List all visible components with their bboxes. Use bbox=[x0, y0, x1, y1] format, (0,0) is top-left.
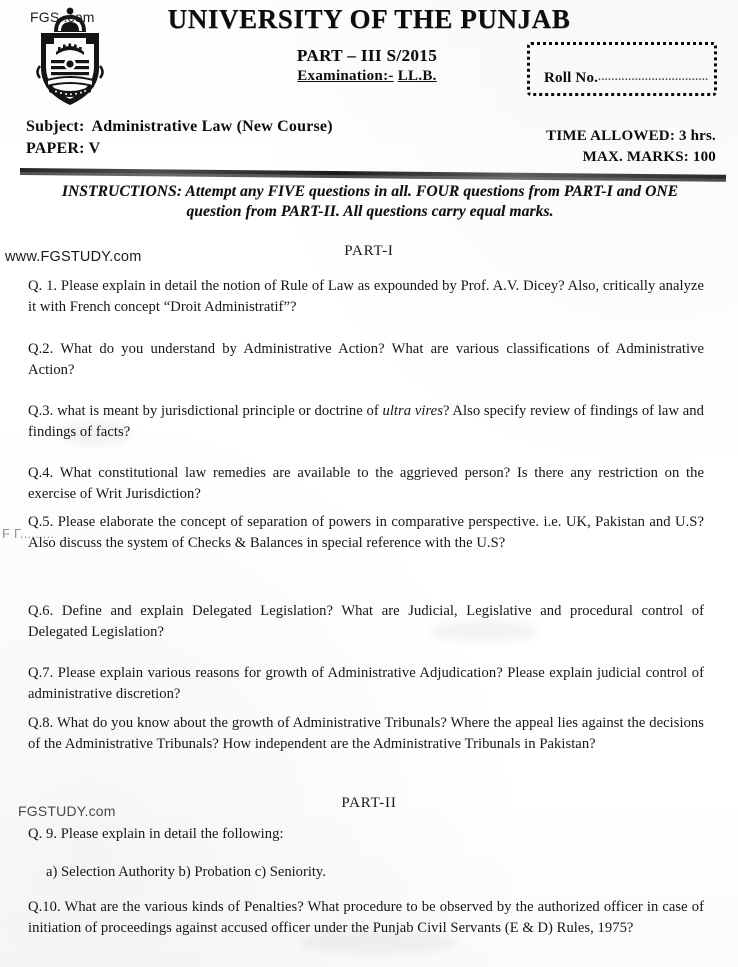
question-7-number: Q.7. bbox=[28, 665, 54, 681]
question-6 bbox=[28, 601, 704, 643]
subject-line bbox=[26, 118, 333, 136]
roll-no-box[interactable] bbox=[527, 42, 717, 96]
examination-value: LL.B. bbox=[397, 68, 437, 84]
roll-no-dots: ................................. bbox=[598, 71, 709, 83]
question-6-number: Q.6. bbox=[28, 603, 54, 619]
question-1 bbox=[28, 276, 704, 318]
question-4-text: What constitutional law remedies are available to the aggrieved person? Is there any restriction on the exercise of Writ Jurisdiction? bbox=[28, 465, 705, 502]
roll-no-label: Roll No. bbox=[544, 70, 599, 86]
question-8 bbox=[28, 713, 704, 755]
question-7-text: Please explain various reasons for growth of Administrative Adjudication? Please explain judicial control of administrative discretion? bbox=[28, 665, 704, 702]
question-3-latin-term: ultra vires bbox=[382, 403, 443, 419]
page-title: UNIVERSITY OF THE PUNJAB bbox=[167, 4, 571, 34]
examination-label: Examination:- bbox=[297, 68, 394, 84]
watermark-bottom: FGSTUDY.com bbox=[18, 803, 116, 819]
roll-no-label-group bbox=[544, 70, 709, 87]
header-divider bbox=[20, 168, 726, 182]
watermark-mid: F Γ......... bbox=[2, 526, 55, 541]
exam-degree-line bbox=[232, 68, 502, 85]
question-6-text: Define and explain Delegated Legislation? What are Judicial, Legislative and procedural control of Delegated Legislation? bbox=[28, 603, 704, 640]
question-9-sub-items: a) Selection Authority b) Probation c) Seniority. bbox=[46, 864, 326, 880]
question-10 bbox=[28, 897, 704, 939]
question-9-number: Q. 9. bbox=[28, 826, 58, 842]
subject-value: Administrative Law (New Course) bbox=[91, 118, 333, 135]
question-5-text: Please elaborate the concept of separation of powers in comparative perspective. i.e. UK, Pakistan and U.S? Also discuss the system of Checks & Balances in special reference with the U.S? bbox=[28, 514, 704, 551]
question-10-number: Q.10. bbox=[28, 899, 61, 915]
watermark-top: FGS .com bbox=[30, 9, 95, 25]
instructions-block bbox=[34, 182, 706, 222]
question-1-text: Please explain in detail the notion of Rule of Law as expounded by Prof. A.V. Dicey? Also, critically analyze it with French concept “Droit Administratif”? bbox=[28, 278, 704, 315]
question-3-text-after: ? Also specify review of findings of law and findings of facts? bbox=[28, 403, 705, 440]
question-5 bbox=[28, 512, 704, 554]
paper-label: PAPER: bbox=[26, 140, 85, 157]
question-2-text: What do you understand by Administrative Action? What are various classifications of Administrative Action? bbox=[28, 341, 704, 378]
question-4-number: Q.4. bbox=[28, 465, 54, 481]
part-1-heading: PART-I bbox=[344, 243, 394, 259]
time-allowed: TIME ALLOWED: 3 hrs. bbox=[546, 128, 716, 144]
question-3 bbox=[28, 401, 704, 443]
question-9-text: Please explain in detail the following: bbox=[60, 826, 284, 842]
exam-part-session: PART – III S/2015 bbox=[296, 46, 438, 65]
watermark-part1: www.FGSTUDY.com bbox=[5, 249, 142, 265]
paper-value: V bbox=[88, 140, 101, 157]
question-8-number: Q.8. bbox=[28, 715, 54, 731]
max-marks: MAX. MARKS: 100 bbox=[582, 149, 716, 165]
question-2 bbox=[28, 339, 704, 381]
question-4 bbox=[28, 463, 704, 505]
part-2-heading: PART-II bbox=[341, 795, 397, 811]
exam-session-block bbox=[232, 46, 502, 85]
paper-line bbox=[26, 140, 100, 158]
instructions-line-2: and ONE question from PART-II. All questions carry equal marks. bbox=[186, 183, 679, 220]
question-10-text: What are the various kinds of Penalties? What procedure to be observed by the authorized officer in case of initiation of proceedings against accused officer under the Punjab Civil Servants (E & D) Rules, 1975? bbox=[28, 899, 705, 936]
question-5-number: Q.5. bbox=[28, 514, 54, 530]
question-9 bbox=[28, 824, 704, 845]
instructions-line-1: INSTRUCTIONS: Attempt any FIVE questions in all. FOUR questions from PART-I bbox=[61, 183, 613, 200]
question-8-text: What do you know about the growth of Administrative Tribunals? Where the appeal lies against the decisions of the Administrative Tribunals? How independent are the Administrative Tribunals in Pakistan? bbox=[28, 715, 704, 752]
question-3-text-before: what is meant by jurisdictional principle or doctrine of bbox=[57, 403, 383, 419]
question-7 bbox=[28, 663, 704, 705]
question-3-number: Q.3. bbox=[28, 403, 54, 419]
question-2-number: Q.2. bbox=[28, 341, 54, 357]
question-1-number: Q. 1. bbox=[28, 278, 58, 294]
subject-label: Subject: bbox=[26, 118, 85, 135]
